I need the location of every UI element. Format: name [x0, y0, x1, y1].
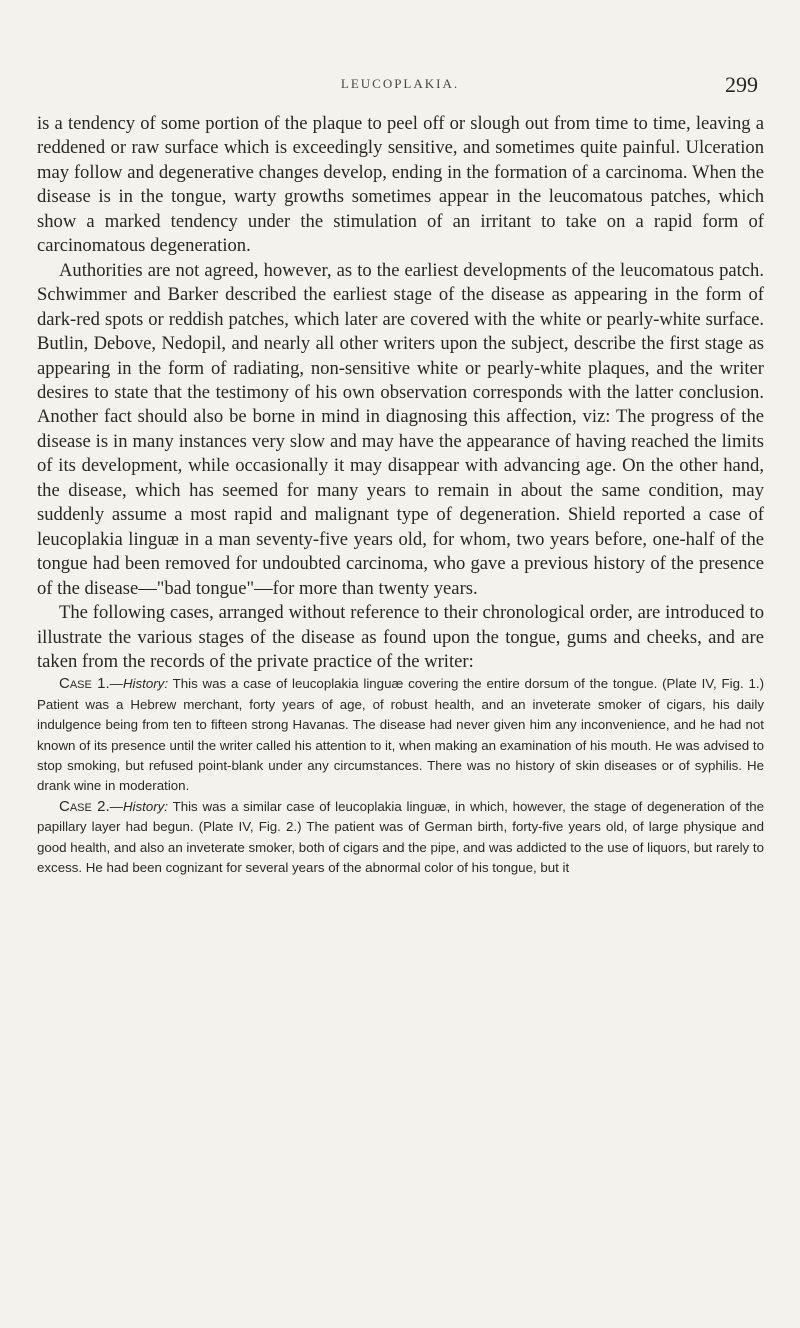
case-1-text: This was a case of leucoplakia linguæ covering the entire dorsum of the tongue. (Plate IV, Fig. 1.) Patient was a Hebrew merchant, forty years of age, of robust health, and an inveterate smoker of cigars, his daily indulgence being from ten to fifteen strong Havanas. The disease had never given him any inconvenience, and he had not known of its presence until the writer called his attention to it, when making an examination of his mouth. He was advised to stop smoking, but refused point-blank under any circumstances. There was no history of skin diseases or of syphilis. He drank wine in moderation.	[37, 676, 765, 794]
case-1-label: Case 1.	[59, 675, 110, 693]
case-2	[37, 797, 764, 879]
case-1-history-heading: —History:	[109, 676, 169, 692]
case-2-text: This was a similar case of leucoplakia linguæ, in which, however, the stage of degeneration of the papillary layer had begun. (Plate IV, Fig. 2.) The patient was of German birth, forty-five years old, of large physique and good health, and also an inveterate smoker, both of cigars and the pipe, and was addicted to the use of liquors, but rarely to excess. He had been cognizant for several years of the abnormal color of his tongue, but it	[37, 798, 764, 876]
case-reports	[37, 674, 764, 878]
main-text	[37, 112, 764, 674]
case-2-label: Case 2.	[59, 797, 110, 815]
paragraph-following-cases: The following cases, arranged without reference to their chronological order, are introduced to illustrate the various stages of the disease as found upon the tongue, gums and cheeks, and are taken from the records of the private practice of the writer:	[37, 602, 764, 672]
case-1	[37, 674, 764, 796]
running-title: LEUCOPLAKIA.	[340, 76, 460, 91]
page-number: 299	[725, 72, 758, 97]
case-2-history-heading: —History:	[109, 798, 169, 814]
paragraph-authorities: Authorities are not agreed, however, as to the earliest developments of the leucomatous patch. Schwimmer and Barker described the earliest stage of the disease as appearing in the form of dark-red spots or reddish patches, which later are covered with the white or pearly-white surface. Butlin, Debove, Nedopil, and nearly all other writers upon the subject, describe the first stage as appearing in the form of radiating, non-sensitive white or pearly-white plaques, and the writer desires to state that the testimony of his own observation corresponds with the latter conclusion. Another fact should also be borne in mind in diagnosing this affection, viz: The progress of the disease is in many instances very slow and may have the appearance of having reached the limits of its development, while occasionally it may disappear with advancing age. On the other hand, the disease, which has seemed for many years to remain in about the same condition, may suddenly assume a most rapid and malignant type of degeneration. Shield reported a case of leucoplakia linguæ in a man seventy-five years old, for whom, two years before, one-half of the tongue had been removed for undoubted carcinoma, who gave a previous history of the presence of the disease—"bad tongue"—for more than twenty years.	[37, 259, 764, 599]
paragraph-continued: is a tendency of some portion of the plaque to peel off or slough out from time to time, leaving a reddened or raw surface which is exceedingly sensitive, and sometimes quite painful. Ulceration may follow and degenerative changes develop, ending in the formation of a carcinoma. When the disease is in the tongue, warty growths sometimes appear in the leucomatous patches, which show a marked tendency under the stimulation of an irritant to take on a rapid form of carcinomatous degeneration.	[37, 113, 764, 257]
